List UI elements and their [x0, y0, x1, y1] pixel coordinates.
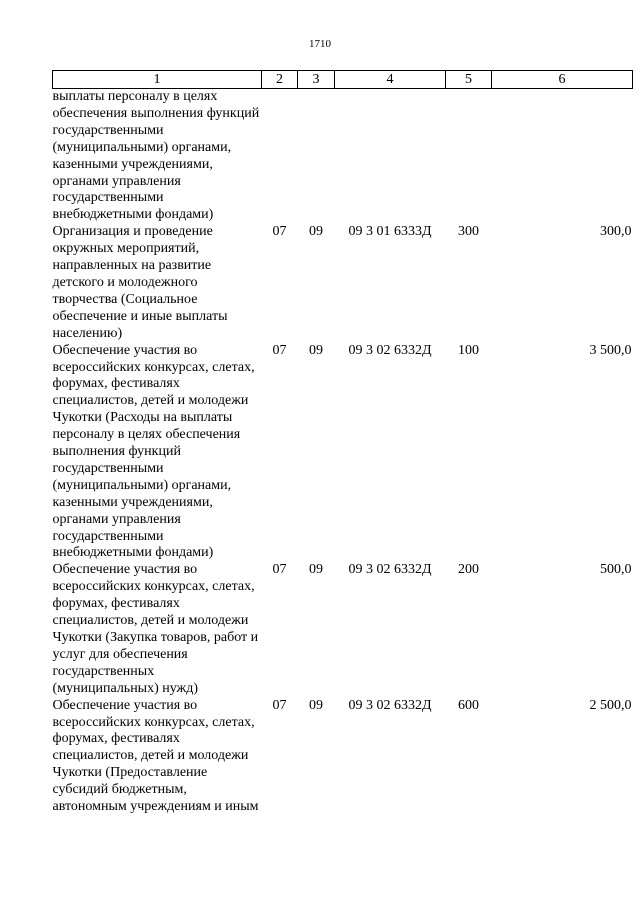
row-target-article: 09 3 02 6332Д: [348, 342, 432, 358]
row-subsection: 09: [309, 224, 323, 240]
table-header-row: [53, 71, 633, 89]
row-target-article: 09 3 01 6333Д: [348, 224, 432, 240]
row-section: [262, 89, 298, 225]
table-row: [53, 224, 633, 342]
row-name: Обеспечение участия во всероссийских конкурсах, слетах, форумах, фестивалях специалистов, детей и молодежи Чукотки (Расходы на выплаты персоналу в целях обеспечения выполнения функций государственными (муниципальными) органами, казенными учреждениями, органами управления государственными внебюджетными фондами): [52, 342, 255, 561]
table-row: [53, 89, 633, 225]
table-row: [53, 698, 633, 816]
row-section: 07: [272, 342, 287, 358]
table-row: [53, 343, 633, 563]
row-expense-type: 300: [458, 224, 479, 240]
row-amount: 2 500,0: [589, 697, 632, 713]
header-col-6: 6: [492, 71, 633, 89]
row-subsection: 09: [309, 342, 323, 358]
header-col-4: 4: [335, 71, 446, 89]
row-target-article: 09 3 02 6332Д: [348, 562, 432, 578]
row-expense-type: 200: [458, 562, 479, 578]
row-amount: 300,0: [600, 224, 632, 240]
row-name: Организация и проведение окружных мероприятий, направленных на развитие детского и молодежного творчества (Социальное обеспечение и иные выплаты населению): [52, 224, 228, 341]
row-subsection: 09: [309, 562, 323, 578]
row-amount: [492, 89, 633, 225]
row-section: 07: [272, 224, 287, 240]
header-col-5: 5: [446, 71, 492, 89]
row-name: выплаты персоналу в целях обеспечения выполнения функций государственными (муниципальными) органами, казенными учреждениями, органами управления государственными внебюджетными фондами): [52, 89, 260, 223]
header-col-3: 3: [298, 71, 335, 89]
row-target-article: [335, 89, 446, 225]
table-row: [53, 562, 633, 697]
row-section: 07: [272, 697, 287, 713]
row-amount: 500,0: [600, 562, 632, 578]
page-number: 1710: [309, 38, 331, 50]
row-name: Обеспечение участия во всероссийских конкурсах, слетах, форумах, фестивалях специалистов, детей и молодежи Чукотки (Закупка товаров, работ и услуг для обеспечения государственных (муниципальных) нужд): [52, 562, 259, 696]
budget-table: [52, 70, 633, 816]
row-subsection: 09: [309, 697, 323, 713]
row-name: Обеспечение участия во всероссийских конкурсах, слетах, форумах, фестивалях специалистов, детей и молодежи Чукотки (Предоставление субсидий бюджетным, автономным учреждениям и иным: [52, 697, 259, 815]
row-expense-type: 600: [458, 697, 479, 713]
row-amount: 3 500,0: [589, 342, 632, 358]
row-expense-type: 100: [458, 342, 479, 358]
header-col-2: 2: [262, 71, 298, 89]
header-col-1: 1: [53, 71, 262, 89]
row-subsection: [298, 89, 335, 225]
row-target-article: 09 3 02 6332Д: [348, 697, 432, 713]
row-expense-type: [446, 89, 492, 225]
row-section: 07: [272, 562, 287, 578]
